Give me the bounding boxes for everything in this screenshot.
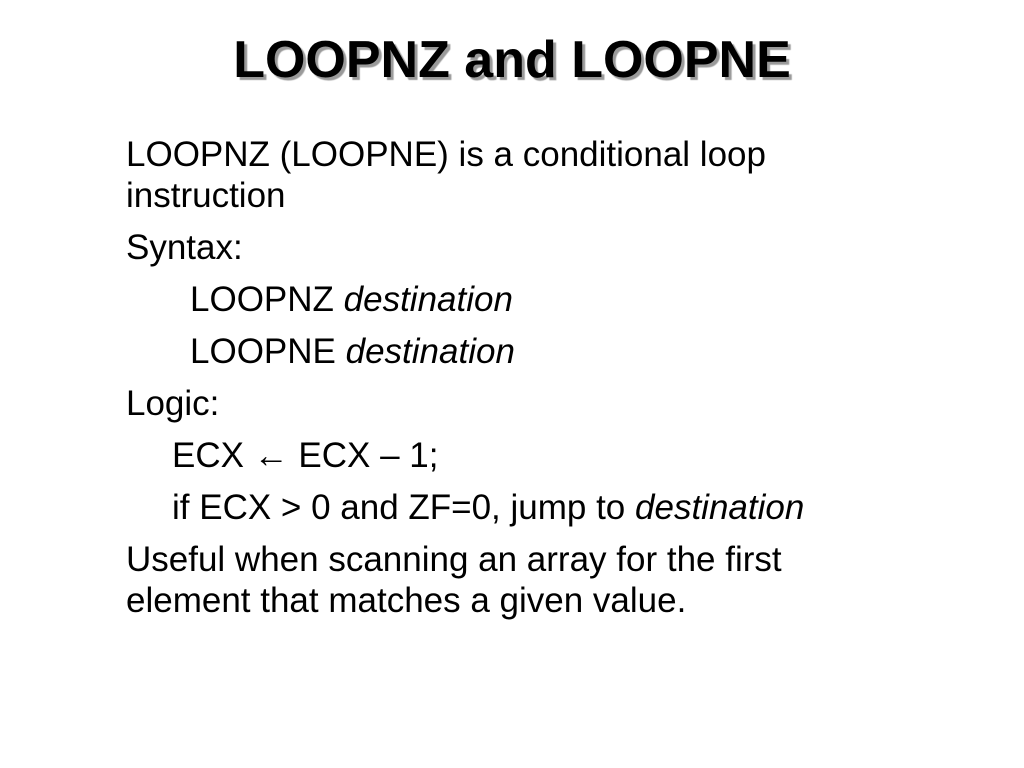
slide-body (126, 134, 946, 621)
intro-line-1: LOOPNZ (LOOPNE) is a conditional loop (126, 135, 766, 174)
logic-jump-operand: destination (635, 488, 805, 527)
syntax-operand-loopne: destination (345, 332, 515, 371)
logic-step-jump (126, 487, 946, 528)
usage-line-1: Useful when scanning an array for the first (126, 540, 782, 579)
syntax-keyword-loopne: LOOPNE (190, 332, 336, 371)
syntax-label: Syntax: (126, 228, 243, 267)
logic-jump-condition: if ECX > 0 and ZF=0, jump to (172, 488, 626, 527)
logic-label: Logic: (126, 384, 220, 423)
logic-step-decrement: ECX ← ECX – 1; (172, 436, 439, 475)
slide-title: LOOPNZ and LOOPNE (233, 31, 791, 89)
intro-line-2: instruction (126, 176, 286, 215)
usage-line-2: element that matches a given value. (126, 581, 687, 620)
syntax-line-loopne (126, 331, 946, 372)
syntax-operand-loopnz: destination (343, 280, 513, 319)
syntax-keyword-loopnz: LOOPNZ (190, 280, 334, 319)
syntax-line-loopnz (126, 279, 946, 320)
